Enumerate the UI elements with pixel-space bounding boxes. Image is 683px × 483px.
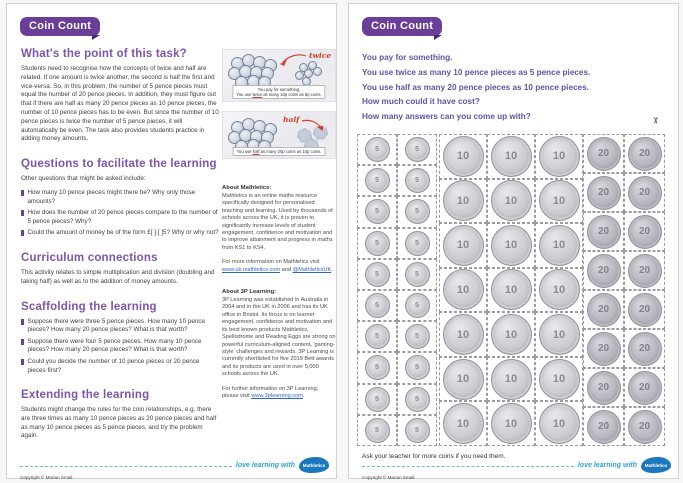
coin-20p bbox=[587, 410, 621, 444]
section-title-questions: Questions to facilitate the learning bbox=[21, 158, 217, 171]
half-arrow-icon bbox=[300, 118, 326, 134]
coin-10p bbox=[491, 359, 532, 400]
coin-10p-cell bbox=[535, 401, 583, 446]
footer-divider bbox=[20, 466, 232, 467]
coin-10p-value: 10 bbox=[552, 239, 566, 252]
about-mathletics-heading: About Mathletics: bbox=[222, 185, 272, 191]
coin-5p-cell bbox=[357, 290, 397, 321]
coin-5p bbox=[365, 137, 390, 162]
about-3p-body: 3P Learning was established in Australia in 2004 and in the UK in 2006 and has its UK office in Bristol. Its focus is on learner engagement, confidence and motivation and its best known products Mathletics, Spellodrome and Reading Eggs are strong on powerful curriculum-aligned content, 'gaming-style' challenges and rewards. 3P Learning is currently shortlisted for five 2019 Bett awards and its products are used in over 5,000 schools across the UK. bbox=[222, 297, 336, 378]
section-title-point: What's the point of this task? bbox=[21, 48, 187, 60]
coin-10p bbox=[443, 225, 484, 266]
coin-5p-cell bbox=[357, 165, 397, 196]
mathletics-logo-text: Mathletics bbox=[302, 462, 326, 468]
coin-20p-value: 20 bbox=[638, 382, 651, 393]
teacher-note: Ask your teacher for more coins if you need them. bbox=[362, 453, 506, 460]
list-item bbox=[21, 358, 219, 375]
coin-20p bbox=[587, 371, 621, 405]
coin-20p-cell bbox=[624, 329, 665, 368]
footer-slogan: love learning with bbox=[235, 461, 295, 469]
coin-5p-value: 5 bbox=[415, 239, 419, 247]
coin-10p bbox=[443, 136, 484, 177]
instruction-line: You pay for something. bbox=[362, 53, 453, 62]
section-body-extending: Students might change the rules for the coin relationships, e.g. there are three times as many 10 pence pieces as 20 pence pieces and half as many 10 pence pieces as 5 pence pieces, and try the problem again. bbox=[21, 406, 217, 440]
coin-5p-cell bbox=[397, 415, 437, 446]
coin-5p bbox=[365, 199, 390, 224]
coin-20p-cell bbox=[583, 329, 624, 368]
coin-20p bbox=[587, 137, 621, 171]
scaffolding-bullet-list bbox=[21, 318, 219, 376]
coin-20p-value: 20 bbox=[638, 148, 651, 159]
coin-10p-value: 10 bbox=[552, 417, 566, 430]
coin-grid-area bbox=[349, 4, 678, 478]
caption-text: You use bbox=[236, 91, 253, 97]
coin-10p-value: 10 bbox=[456, 150, 470, 163]
coin-20p-value: 20 bbox=[597, 148, 610, 159]
coin-10p bbox=[491, 314, 532, 355]
coin-20p-cell bbox=[624, 251, 665, 290]
coin-10p-cell bbox=[439, 223, 487, 268]
coin-5p bbox=[365, 293, 390, 318]
coin-20p-cell bbox=[583, 212, 624, 251]
coin-5p bbox=[365, 355, 390, 380]
coin-5p-cell bbox=[357, 384, 397, 415]
coin-20p-value: 20 bbox=[597, 226, 610, 237]
coin-10p-value: 10 bbox=[504, 194, 518, 207]
coin-5p-cell bbox=[357, 321, 397, 352]
coin-5p-cell bbox=[357, 415, 397, 446]
coin-10p-value: 10 bbox=[504, 283, 518, 296]
caption-text: You use bbox=[236, 148, 253, 154]
bullet-text: Suppose there were three 5 pence pieces. How many 10 pence pieces? How many 20 pence pieces? What is that worth? bbox=[27, 317, 205, 334]
coin-5p-value: 5 bbox=[375, 364, 379, 372]
mathletics-more-info bbox=[222, 259, 336, 274]
more-info-text: For further information on 3P Learning, please visit bbox=[222, 385, 319, 399]
coin-5p-value: 5 bbox=[375, 333, 379, 341]
half-annotation: half bbox=[283, 115, 300, 124]
coin-5p bbox=[365, 231, 390, 256]
coin-20p bbox=[628, 176, 662, 210]
coin-10p-cell bbox=[535, 357, 583, 402]
coin-5p-cell bbox=[397, 384, 437, 415]
coin-5p-value: 5 bbox=[375, 270, 379, 278]
coin-5p bbox=[365, 324, 390, 349]
coin-5p-value: 5 bbox=[415, 146, 419, 154]
coin-5p bbox=[405, 231, 430, 256]
coin-5p-cell bbox=[397, 259, 437, 290]
section-title-extending: Extending the learning bbox=[21, 389, 150, 402]
about-3p-block bbox=[222, 289, 336, 400]
coin-10p bbox=[443, 359, 484, 400]
coin-10p-value: 10 bbox=[504, 150, 518, 163]
coin-20p bbox=[587, 332, 621, 366]
section-title-curriculum: Curriculum connections bbox=[21, 251, 158, 264]
coin-20p bbox=[587, 176, 621, 210]
worksheet-preview-half bbox=[222, 111, 336, 159]
coin-10p-cell bbox=[535, 179, 583, 224]
coin-10p-value: 10 bbox=[552, 150, 566, 163]
coin-10p-cell bbox=[439, 357, 487, 402]
caption-keyword: twice bbox=[252, 91, 263, 97]
left-page-footer bbox=[20, 457, 329, 480]
coin-10p-value: 10 bbox=[552, 373, 566, 386]
coin-10p bbox=[443, 269, 484, 310]
coin-20p-cell bbox=[583, 134, 624, 173]
coin-20p-value: 20 bbox=[597, 187, 610, 198]
footer-divider bbox=[362, 466, 574, 467]
coin-10p-value: 10 bbox=[456, 417, 470, 430]
coin-10p-cell bbox=[535, 268, 583, 313]
coin-10p bbox=[491, 180, 532, 221]
coin-5p bbox=[365, 262, 390, 287]
more-info-text: . bbox=[302, 392, 305, 399]
instruction-line: You use half as many 20 pence pieces as 10 pence pieces. bbox=[362, 82, 589, 92]
coin-5p bbox=[405, 293, 430, 318]
coin-10p bbox=[539, 269, 580, 310]
more-info-text: and bbox=[280, 266, 293, 273]
coin-5p-value: 5 bbox=[375, 395, 379, 403]
coin-5p-value: 5 bbox=[415, 208, 419, 216]
coin-5p-value: 5 bbox=[415, 270, 419, 278]
coin-5p-cell bbox=[397, 228, 437, 259]
section-title-scaffolding: Scaffolding the learning bbox=[21, 300, 157, 313]
coin-5p bbox=[365, 168, 390, 193]
scissors-icon: ✂ bbox=[650, 116, 661, 125]
coin-5p bbox=[405, 418, 430, 443]
coin-10p-cell bbox=[439, 312, 487, 357]
coin-10p-cell bbox=[487, 357, 535, 402]
mathletics-twitter-link[interactable]: @MathleticsUK bbox=[292, 266, 332, 273]
coin-10p-cell bbox=[487, 134, 535, 179]
section-body-point: Students need to recognise how the concepts of twice and half are related. If one amount is twice another, the second is half the first and vice-versa. So, in this problem, the number of 5 pence pieces must equal the number of 20 pence pieces. In addition, they must figure out that if there are half as many 20 pence pieces as 10 pence pieces, the number of 10 pence pieces has to be even. But since the number of 10 pence pieces is twice the number of 5 pence pieces, it will automatically be even. The task also provides students practice in adding money amounts. bbox=[21, 65, 219, 143]
coin-5p-value: 5 bbox=[415, 333, 419, 341]
coin-10p-value: 10 bbox=[552, 194, 566, 207]
coin-5p bbox=[365, 387, 390, 412]
coin-20p-value: 20 bbox=[638, 265, 651, 276]
coin-20p-value: 20 bbox=[597, 343, 610, 354]
more-info-text: For more information on Mathletics visit bbox=[222, 259, 320, 266]
instruction-line: How many answers can you come up with? bbox=[362, 112, 531, 122]
mathletics-website-link[interactable]: www.uk.mathletics.com bbox=[222, 266, 281, 273]
page-worksheet bbox=[348, 3, 679, 479]
coin-10p-value: 10 bbox=[504, 373, 518, 386]
coin-5p-value: 5 bbox=[375, 146, 379, 154]
bullet-icon bbox=[21, 190, 24, 196]
coin-10p bbox=[539, 180, 580, 221]
coin-10p-group bbox=[439, 134, 583, 446]
coin-10p-value: 10 bbox=[504, 328, 518, 341]
thumb1-caption-line1: You pay for something. bbox=[257, 86, 301, 92]
bullet-icon bbox=[21, 319, 24, 325]
coin-5p bbox=[405, 137, 430, 162]
mathletics-logo bbox=[299, 457, 329, 473]
caption-text: as many 20p coins as 10p coins. bbox=[259, 148, 322, 154]
coin-5p-cell bbox=[397, 352, 437, 383]
list-item bbox=[21, 209, 219, 226]
coin-10p-cell bbox=[535, 223, 583, 268]
twice-annotation: twice bbox=[309, 51, 332, 60]
coin-10p bbox=[539, 359, 580, 400]
page-title-badge bbox=[362, 17, 442, 36]
coin-5p-value: 5 bbox=[415, 302, 419, 310]
coin-20p bbox=[628, 137, 662, 171]
page-title: Coin Count bbox=[371, 20, 434, 32]
coin-20p-value: 20 bbox=[597, 304, 610, 315]
coin-5p-value: 5 bbox=[375, 208, 379, 216]
bullet-text: Could you decide the number of 10 pence pieces or 20 pence pieces first? bbox=[27, 357, 200, 374]
page-teacher-notes bbox=[6, 3, 337, 479]
coin-5p bbox=[405, 324, 430, 349]
coin-20p-cell bbox=[624, 212, 665, 251]
coin-5p-cell bbox=[397, 290, 437, 321]
coin-5p-cell bbox=[397, 196, 437, 227]
about-3p-heading: About 3P Learning: bbox=[222, 289, 277, 296]
instruction-line: You use twice as many 10 pence pieces as 5 pence pieces. bbox=[362, 67, 591, 77]
coin-10p-value: 10 bbox=[552, 328, 566, 341]
coin-20p-value: 20 bbox=[597, 382, 610, 393]
coin-5p bbox=[365, 418, 390, 443]
coin-10p-value: 10 bbox=[552, 283, 566, 296]
mathletics-logo bbox=[641, 457, 671, 473]
footer-row bbox=[20, 457, 329, 473]
coin-10p bbox=[443, 180, 484, 221]
coin-10p-value: 10 bbox=[456, 239, 470, 252]
coin-20p bbox=[628, 215, 662, 249]
list-item bbox=[21, 229, 219, 238]
coin-10p bbox=[491, 269, 532, 310]
coin-5p-value: 5 bbox=[415, 395, 419, 403]
bullet-icon bbox=[21, 339, 24, 345]
coin-10p bbox=[539, 403, 580, 444]
coin-20p-cell bbox=[583, 173, 624, 212]
coin-10p-cell bbox=[439, 134, 487, 179]
coin-10p bbox=[539, 225, 580, 266]
coin-20p bbox=[628, 332, 662, 366]
coin-20p-cell bbox=[583, 290, 624, 329]
about-mathletics-body: Mathletics is an online maths resource specifically designed for personalised teaching and learning. Used by thousands of schools across the UK, it is proven to significantly increase levels of student engagement, confidence and motivation and to improve attainment and progress in maths from KS1 to KS4. bbox=[222, 193, 333, 251]
caption-keyword: half bbox=[252, 148, 260, 154]
list-item bbox=[21, 318, 219, 335]
list-item bbox=[21, 189, 219, 206]
coin-20p bbox=[587, 215, 621, 249]
coin-20p bbox=[628, 293, 662, 327]
coin-20p-value: 20 bbox=[638, 421, 651, 432]
copyright-text: Copyright © Marian Small bbox=[362, 475, 415, 480]
side-column bbox=[222, 49, 336, 400]
coin-20p-cell bbox=[624, 134, 665, 173]
coin-20p-value: 20 bbox=[638, 343, 651, 354]
footer-row bbox=[362, 457, 671, 473]
coin-20p-value: 20 bbox=[638, 304, 651, 315]
coin-20p-cell bbox=[583, 407, 624, 446]
coin-5p bbox=[405, 355, 430, 380]
bullet-text: Could the amount of money be of the form £[ ].[ ]5? Why or why not? bbox=[27, 229, 219, 237]
bullet-icon bbox=[21, 230, 24, 236]
coin-10p-cell bbox=[487, 312, 535, 357]
coin-5p-cell bbox=[357, 228, 397, 259]
coin-20p-cell bbox=[624, 173, 665, 212]
bullet-text: How does the number of 20 pence pieces compare to the number of 5 pence pieces? Why? bbox=[27, 209, 218, 225]
about-mathletics-block bbox=[222, 185, 336, 274]
coin-10p bbox=[491, 136, 532, 177]
coin-20p-value: 20 bbox=[597, 265, 610, 276]
coin-20p-cell bbox=[583, 251, 624, 290]
coin-5p-cell bbox=[357, 352, 397, 383]
coin-20p-cell bbox=[624, 368, 665, 407]
coin-10p bbox=[443, 314, 484, 355]
questions-intro: Other questions that might be asked include: bbox=[21, 175, 146, 183]
coin-20p-value: 20 bbox=[638, 226, 651, 237]
coin-5p-cell bbox=[397, 165, 437, 196]
coin-5p-group bbox=[357, 134, 437, 446]
list-item bbox=[21, 338, 219, 355]
coin-10p-value: 10 bbox=[504, 239, 518, 252]
thumb2-caption-line bbox=[237, 149, 322, 154]
coin-5p-value: 5 bbox=[375, 426, 379, 434]
coin-10p bbox=[491, 225, 532, 266]
coin-5p bbox=[405, 387, 430, 412]
coin-5p-value: 5 bbox=[375, 302, 379, 310]
page-title-badge bbox=[20, 17, 100, 36]
coin-10p bbox=[491, 403, 532, 444]
sketch-coin bbox=[313, 67, 322, 76]
coin-10p-cell bbox=[487, 223, 535, 268]
right-page-footer bbox=[362, 457, 671, 480]
coin-5p-value: 5 bbox=[375, 239, 379, 247]
coin-20p bbox=[628, 371, 662, 405]
coin-20p bbox=[587, 254, 621, 288]
mathletics-logo-text: Mathletics bbox=[644, 462, 668, 468]
coin-5p-cell bbox=[397, 321, 437, 352]
coin-20p-cell bbox=[624, 290, 665, 329]
coin-5p-value: 5 bbox=[415, 177, 419, 185]
coin-5p-value: 5 bbox=[415, 364, 419, 372]
coin-5p-value: 5 bbox=[375, 177, 379, 185]
coin-5p-value: 5 bbox=[415, 426, 419, 434]
coin-10p-cell bbox=[535, 312, 583, 357]
coin-5p-cell bbox=[397, 134, 437, 165]
worksheet-preview-twice bbox=[222, 49, 336, 102]
coin-20p bbox=[587, 293, 621, 327]
questions-bullet-list bbox=[21, 189, 219, 238]
main-column bbox=[21, 48, 219, 441]
coin-10p-cell bbox=[439, 401, 487, 446]
coin-10p-cell bbox=[535, 134, 583, 179]
bullet-icon bbox=[21, 359, 24, 365]
coin-10p-value: 10 bbox=[456, 194, 470, 207]
twice-arrow-icon bbox=[278, 53, 308, 67]
section-body-curriculum: This activity relates to simple multiplication and division (doubling and taking half) as well as to the addition of money amounts. bbox=[21, 268, 215, 285]
coin-10p-value: 10 bbox=[456, 328, 470, 341]
coin-10p-value: 10 bbox=[504, 417, 518, 430]
coin-5p bbox=[405, 199, 430, 224]
coin-10p bbox=[539, 314, 580, 355]
copyright-text: Copyright © Marian Small bbox=[20, 475, 73, 480]
coin-10p-cell bbox=[487, 179, 535, 224]
thumb2-caption bbox=[233, 147, 326, 156]
more-info-text: . bbox=[331, 266, 333, 273]
coin-10p bbox=[443, 403, 484, 444]
coin-10p bbox=[539, 136, 580, 177]
bullet-text: Suppose there were four 5 pence pieces. How many 10 pence pieces? How many 20 pence pieces? What is that worth? bbox=[27, 337, 202, 354]
coin-5p bbox=[405, 262, 430, 287]
coin-20p-cell bbox=[624, 407, 665, 446]
coin-5p-cell bbox=[357, 134, 397, 165]
coin-20p-group bbox=[583, 134, 665, 446]
instruction-line: How much could it have cost? bbox=[362, 97, 480, 107]
coin-5p-cell bbox=[357, 196, 397, 227]
footer-slogan: love learning with bbox=[577, 461, 637, 469]
caption-text: as many 10p coins as 5p coins. bbox=[262, 91, 322, 97]
coin-5p-cell bbox=[357, 259, 397, 290]
coin-10p-cell bbox=[439, 268, 487, 313]
coin-10p-cell bbox=[439, 179, 487, 224]
bullet-text: How many 10 pence pieces might there be? Why only those amounts? bbox=[27, 188, 196, 205]
bullet-icon bbox=[21, 210, 24, 216]
page-title: Coin Count bbox=[29, 20, 92, 32]
3p-website-link[interactable]: www.3plearning.com bbox=[251, 392, 303, 399]
coin-10p-cell bbox=[487, 401, 535, 446]
coin-20p bbox=[628, 410, 662, 444]
coin-10p-value: 10 bbox=[456, 283, 470, 296]
thumb1-caption bbox=[232, 85, 325, 99]
coin-20p-value: 20 bbox=[638, 187, 651, 198]
3p-more-info bbox=[222, 386, 336, 401]
coin-20p-value: 20 bbox=[597, 421, 610, 432]
coin-20p-cell bbox=[583, 368, 624, 407]
coin-10p-cell bbox=[487, 268, 535, 313]
coin-20p bbox=[628, 254, 662, 288]
coin-5p bbox=[405, 168, 430, 193]
thumb1-caption-line2 bbox=[236, 92, 321, 97]
coin-10p-value: 10 bbox=[456, 373, 470, 386]
